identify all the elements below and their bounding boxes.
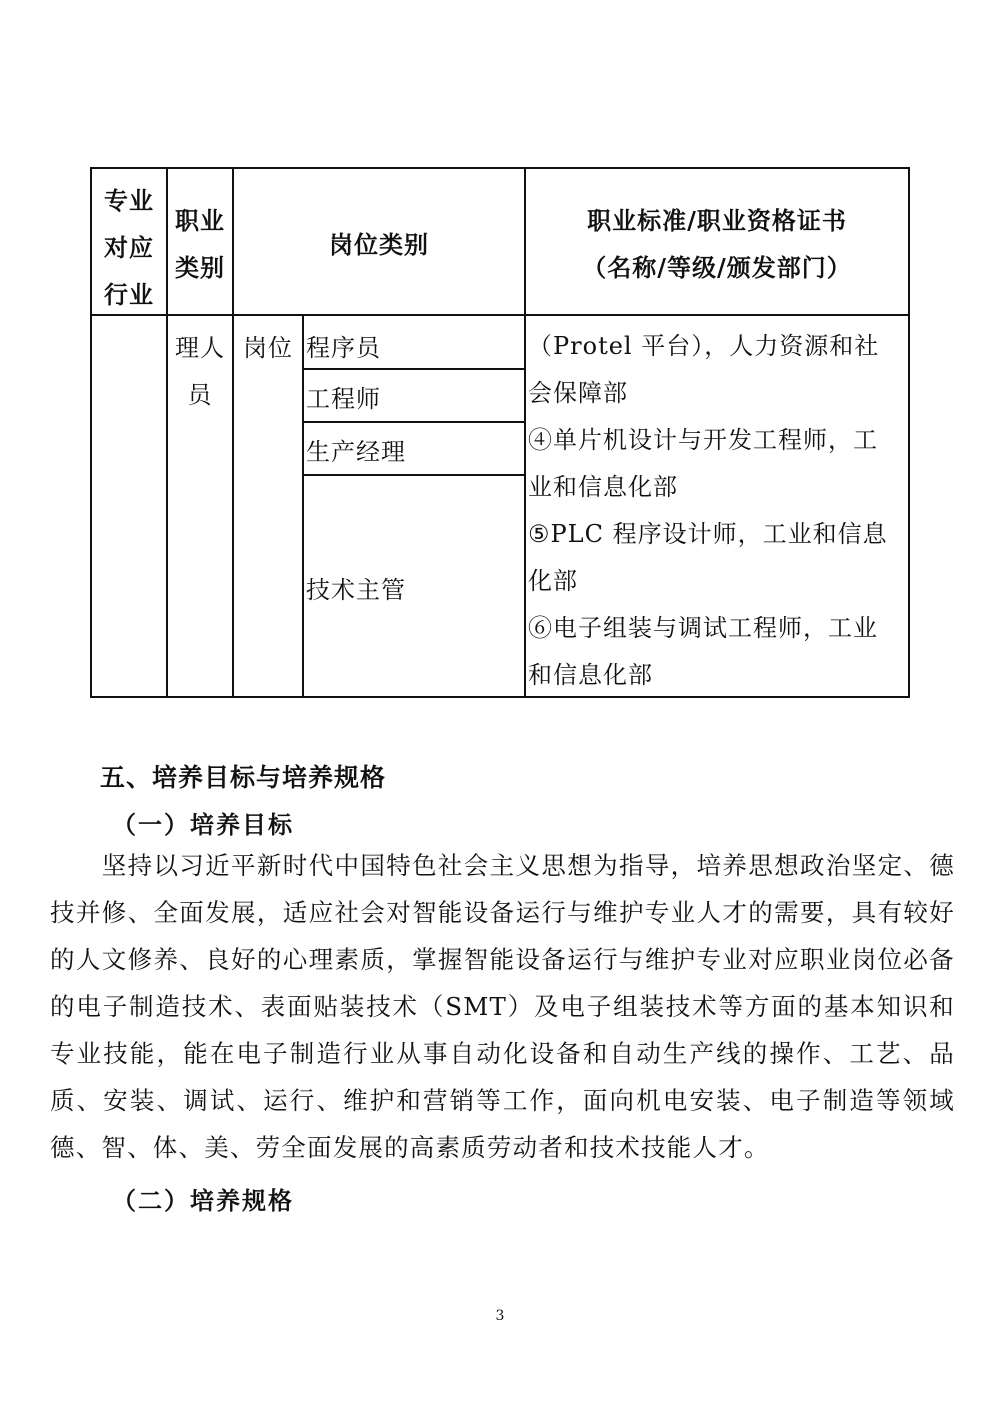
header-divider [90, 314, 910, 316]
qualification-table [90, 167, 910, 698]
position-item: 技术主管 [306, 576, 406, 604]
certificate-line: ⑥电子组装与调试工程师，工业 [528, 614, 878, 642]
certificate-line: 和信息化部 [528, 661, 653, 689]
table-border-right [908, 167, 910, 698]
certificate-line: 化部 [528, 567, 578, 595]
certificate-line: 会保障部 [528, 379, 628, 407]
occupation-cell [168, 325, 232, 419]
position-item: 程序员 [306, 334, 381, 362]
header-certificate [526, 197, 908, 291]
header-occupation-line: 类别 [175, 253, 225, 282]
header-position: 岗位类别 [329, 230, 429, 259]
col-divider [302, 315, 304, 698]
certificate-line: （Protel 平台），人力资源和社 [528, 332, 880, 360]
header-industry-line: 行业 [104, 280, 154, 309]
position-item: 生产经理 [306, 438, 406, 466]
header-occupation-line: 职业 [175, 206, 225, 235]
occupation-line: 员 [187, 381, 213, 409]
position-group-cell: 岗位 [243, 334, 293, 362]
table-border-top [90, 167, 910, 169]
position-item: 工程师 [306, 385, 381, 413]
goals-paragraph: 坚持以习近平新时代中国特色社会主义思想为指导，培养思想政治坚定、德技并修、全面发展，适应社会对智能设备运行与维护专业人才的需要，具有较好的人文修养、良好的心理素质，掌握智能设备运行与维护专业对应职业岗位必备的电子制造技术、表面贴装技术（SMT）及电子组装技术等方面的基本知识和专业技能，能在电子制造行业从事自动化设备和自动生产线的操作、工艺、品质、安装、调试、运行、维护和营销等工作，面向机电安装、电子制造等领域德、智、体、美、劳全面发展的高素质劳动者和技术技能人才。 [50, 851, 955, 1162]
certificate-line: 业和信息化部 [528, 473, 678, 501]
section-title: 五、培养目标与培养规格 [100, 763, 387, 792]
header-occupation [168, 197, 232, 291]
certificate-line: ④单片机设计与开发工程师，工 [528, 426, 878, 454]
certificate-line: ⑤PLC 程序设计师，工业和信息 [528, 520, 888, 548]
header-certificate-line: 职业标准/职业资格证书 [587, 206, 847, 235]
page-number: 3 [495, 1308, 505, 1324]
header-industry [92, 177, 166, 318]
subsection-title-goals: （一）培养目标 [112, 810, 294, 839]
occupation-line: 理人 [175, 334, 225, 362]
certificate-cell [528, 323, 908, 699]
header-certificate-line: （名称/等级/颁发部门） [582, 253, 852, 282]
header-industry-line: 专业 [104, 186, 154, 215]
subsection-title-specs: （二）培养规格 [112, 1186, 294, 1215]
header-industry-line: 对应 [104, 233, 154, 262]
